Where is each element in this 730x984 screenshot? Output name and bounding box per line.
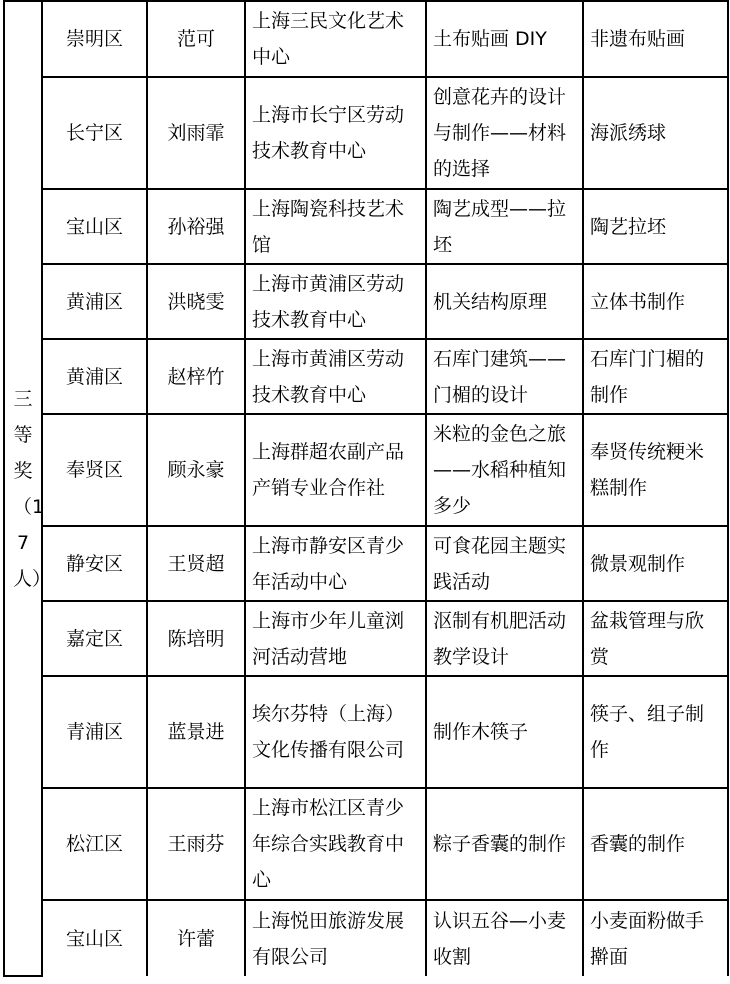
project-cell: 非遗布贴画 — [583, 1, 728, 77]
organization-cell: 埃尔芬特（上海）文化传播有限公司 — [245, 676, 426, 788]
course-cell: 制作木筷子 — [426, 676, 583, 788]
course-cell: 陶艺成型——拉坯 — [426, 189, 583, 264]
district-cell: 松江区 — [42, 788, 147, 900]
project-cell: 海派绣球 — [583, 77, 728, 189]
name-cell: 许蕾 — [147, 900, 245, 976]
name-cell: 赵梓竹 — [147, 339, 245, 414]
name-cell: 孙裕强 — [147, 189, 245, 264]
organization-cell: 上海悦田旅游发展有限公司 — [245, 900, 426, 976]
award-level-label: 三等奖（17人） — [13, 387, 52, 590]
district-cell: 宝山区 — [42, 900, 147, 976]
course-cell: 可食花园主题实践活动 — [426, 526, 583, 601]
project-cell: 小麦面粉做手擀面 — [583, 900, 728, 976]
district-cell: 奉贤区 — [42, 414, 147, 526]
district-cell: 嘉定区 — [42, 601, 147, 676]
table-row — [4, 526, 728, 601]
course-cell: 米粒的金色之旅——水稻种植知多少 — [426, 414, 583, 526]
district-cell: 黄浦区 — [42, 339, 147, 414]
table-row — [4, 189, 728, 264]
table-row — [4, 601, 728, 676]
organization-cell: 上海市松江区青少年综合实践教育中心 — [245, 788, 426, 900]
course-cell: 机关结构原理 — [426, 264, 583, 339]
district-cell: 静安区 — [42, 526, 147, 601]
name-cell: 王雨芬 — [147, 788, 245, 900]
project-cell: 香囊的制作 — [583, 788, 728, 900]
project-cell: 立体书制作 — [583, 264, 728, 339]
project-cell: 陶艺拉坯 — [583, 189, 728, 264]
project-cell: 微景观制作 — [583, 526, 728, 601]
table-row — [4, 788, 728, 900]
table-row — [4, 77, 728, 189]
district-cell: 宝山区 — [42, 189, 147, 264]
project-cell: 石库门门楣的制作 — [583, 339, 728, 414]
table-row — [4, 339, 728, 414]
name-cell: 范可 — [147, 1, 245, 77]
table-row — [4, 414, 728, 526]
organization-cell: 上海陶瓷科技艺术馆 — [245, 189, 426, 264]
award-level-cell — [4, 1, 52, 976]
district-cell: 黄浦区 — [42, 264, 147, 339]
district-cell: 长宁区 — [42, 77, 147, 189]
name-cell: 顾永豪 — [147, 414, 245, 526]
name-cell: 蓝景进 — [147, 676, 245, 788]
name-cell: 陈培明 — [147, 601, 245, 676]
organization-cell: 上海市长宁区劳动技术教育中心 — [245, 77, 426, 189]
course-cell: 沤制有机肥活动教学设计 — [426, 601, 583, 676]
table-row — [4, 900, 728, 976]
course-cell: 创意花卉的设计与制作——材料的选择 — [426, 77, 583, 189]
award-table-body — [4, 1, 728, 976]
course-cell: 石库门建筑——门楣的设计 — [426, 339, 583, 414]
organization-cell: 上海三民文化艺术中心 — [245, 1, 426, 77]
name-cell: 洪晓雯 — [147, 264, 245, 339]
organization-cell: 上海群超农副产品产销专业合作社 — [245, 414, 426, 526]
organization-cell: 上海市黄浦区劳动技术教育中心 — [245, 264, 426, 339]
course-cell: 土布贴画 DIY — [426, 1, 583, 77]
project-cell: 筷子、组子制作 — [583, 676, 728, 788]
organization-cell: 上海市黄浦区劳动技术教育中心 — [245, 339, 426, 414]
name-cell: 刘雨霏 — [147, 77, 245, 189]
award-table — [3, 0, 729, 977]
course-cell: 粽子香囊的制作 — [426, 788, 583, 900]
name-cell: 王贤超 — [147, 526, 245, 601]
organization-cell: 上海市静安区青少年活动中心 — [245, 526, 426, 601]
table-row — [4, 676, 728, 788]
table-row — [4, 1, 728, 77]
course-cell: 认识五谷—小麦收割 — [426, 900, 583, 976]
district-cell: 青浦区 — [42, 676, 147, 788]
project-cell: 盆栽管理与欣赏 — [583, 601, 728, 676]
organization-cell: 上海市少年儿童浏河活动营地 — [245, 601, 426, 676]
project-cell: 奉贤传统粳米糕制作 — [583, 414, 728, 526]
table-row — [4, 264, 728, 339]
district-cell: 崇明区 — [42, 1, 147, 77]
